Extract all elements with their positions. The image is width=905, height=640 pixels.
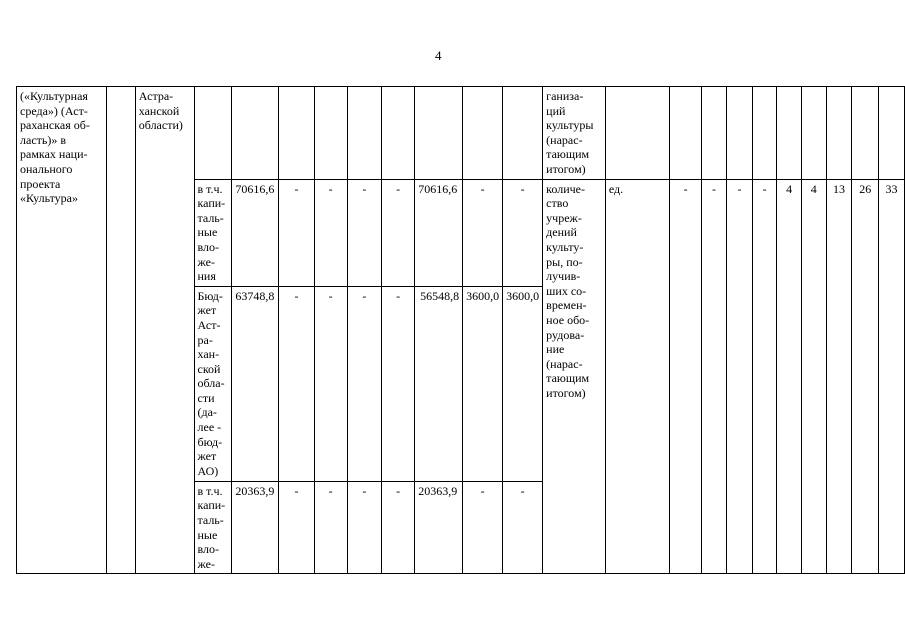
- empty-cell: [701, 87, 727, 180]
- value-cell: -: [382, 179, 415, 286]
- value-cell: -: [463, 179, 503, 286]
- empty-cell: [279, 87, 314, 180]
- row-label: в т.ч. капи- таль- ные вло- же- ния: [194, 179, 232, 286]
- empty-cell: [670, 87, 701, 180]
- value-cell: -: [503, 481, 543, 574]
- row-label: в т.ч. капи- таль- ные вло- же-: [194, 481, 232, 574]
- empty-cell: [605, 87, 670, 180]
- value-cell: -: [314, 179, 347, 286]
- project-name-cell: («Культурная среда») (Аст- раханская об- ласть)» в рамках наци- онального проекта «Культура»: [17, 87, 107, 574]
- value-cell: -: [279, 179, 314, 286]
- value-cell: -: [279, 286, 314, 481]
- empty-cell: [826, 87, 852, 180]
- empty-cell: [463, 87, 503, 180]
- value-cell: -: [279, 481, 314, 574]
- value-cell: -: [382, 481, 415, 574]
- empty-cell: [314, 87, 347, 180]
- value-cell: -: [503, 179, 543, 286]
- target-cell: -: [701, 179, 727, 574]
- program-table: [16, 86, 905, 574]
- target-cell: -: [670, 179, 701, 574]
- empty-cell: [852, 87, 879, 180]
- page-number: 4: [435, 48, 442, 63]
- region-cell: Астра- ханской области): [135, 87, 194, 574]
- empty-cell: [727, 87, 753, 180]
- value-cell: 3600,0: [463, 286, 503, 481]
- target-cell: -: [752, 179, 777, 574]
- value-cell: 3600,0: [503, 286, 543, 481]
- empty-cell: [232, 87, 279, 180]
- empty-cell: [415, 87, 463, 180]
- empty-cell: [107, 87, 135, 574]
- empty-cell: [347, 87, 381, 180]
- value-cell: 56548,8: [415, 286, 463, 481]
- target-cell: 26: [852, 179, 879, 574]
- empty-cell: [879, 87, 905, 180]
- row-label: Бюд- жет Аст- ра- хан- ской обла- сти (да- лее - бюд- жет АО): [194, 286, 232, 481]
- table-row: [17, 87, 905, 180]
- indicator-top-cell: ганиза- ций культуры (нарас- тающим итогом): [543, 87, 606, 180]
- target-cell: 33: [879, 179, 905, 574]
- unit-cell: ед.: [605, 179, 670, 574]
- target-cell: -: [727, 179, 753, 574]
- total-value: 63748,8: [232, 286, 279, 481]
- value-cell: -: [382, 286, 415, 481]
- empty-cell: [382, 87, 415, 180]
- target-cell: 13: [826, 179, 852, 574]
- value-cell: -: [463, 481, 503, 574]
- value-cell: -: [347, 481, 381, 574]
- indicator-main-cell: количе- ство учреж- дений культу- ры, по- лучив- ших со- времен- ное обо- рудова- ние (нарас- тающим итогом): [543, 179, 606, 574]
- empty-cell: [194, 87, 232, 180]
- value-cell: -: [347, 286, 381, 481]
- empty-cell: [801, 87, 826, 180]
- total-value: 20363,9: [232, 481, 279, 574]
- empty-cell: [752, 87, 777, 180]
- value-cell: 70616,6: [415, 179, 463, 286]
- total-value: 70616,6: [232, 179, 279, 286]
- value-cell: -: [314, 286, 347, 481]
- value-cell: 20363,9: [415, 481, 463, 574]
- target-cell: 4: [777, 179, 802, 574]
- target-cell: 4: [801, 179, 826, 574]
- value-cell: -: [314, 481, 347, 574]
- empty-cell: [777, 87, 802, 180]
- value-cell: -: [347, 179, 381, 286]
- empty-cell: [503, 87, 543, 180]
